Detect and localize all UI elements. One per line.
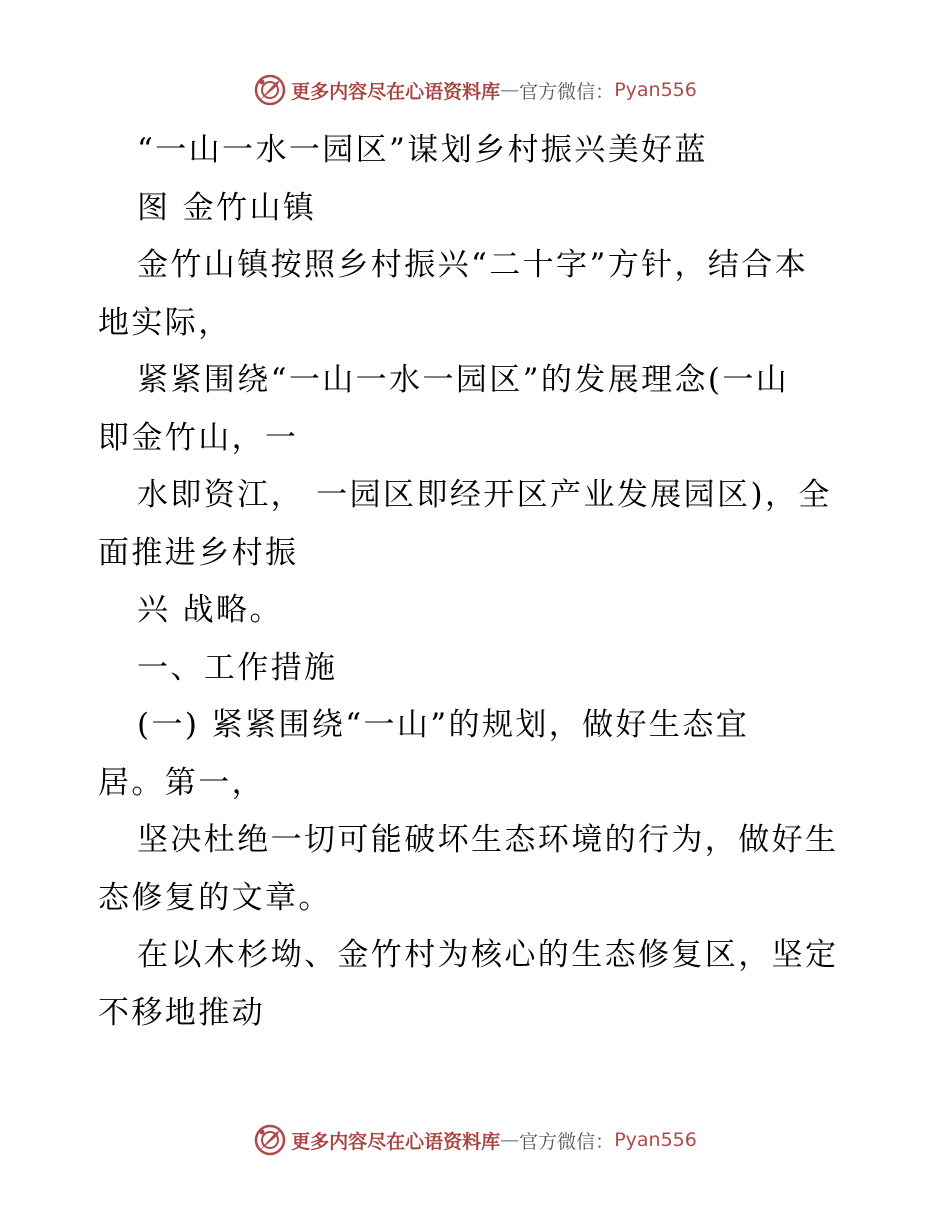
text-line: 态修复的文章。 — [98, 879, 332, 916]
watermark-label: 官方微信： — [519, 1130, 615, 1153]
text-line: 即金竹山，一 — [98, 419, 299, 456]
title-line-1: “一山一水一园区”谋划乡村振兴美好蓝 — [137, 132, 708, 168]
text-line: 兴 战略。 — [137, 592, 283, 628]
text-line: 金竹山镇按照乡村振兴“二十字”方针，结合本 — [137, 247, 809, 283]
text-line: 紧紧围绕“一山一水一园区”的发展理念(一山 — [137, 362, 790, 398]
section-heading: 一、工作措施 — [137, 649, 338, 686]
watermark-id: Pyan556 — [614, 1129, 697, 1151]
title-line-2: 图 金竹山镇 — [137, 189, 317, 226]
header-watermark — [0, 70, 950, 110]
watermark-name: 更多内容尽在心语资料库 — [291, 80, 501, 103]
seal-logo-icon — [253, 1123, 287, 1157]
seal-logo-icon — [253, 73, 287, 107]
text-line: 在以木杉坳、金竹村为核心的生态修复区，坚定 — [137, 937, 839, 973]
watermark-label: 官方微信： — [519, 80, 615, 103]
document-body — [98, 122, 858, 1042]
watermark-name: 更多内容尽在心语资料库 — [291, 1130, 501, 1153]
text-line: 居。第一， — [98, 764, 265, 801]
text-line: 面推进乡村振 — [98, 534, 299, 571]
text-line: 坚决杜绝一切可能破坏生态环境的行为，做好生 — [137, 822, 839, 858]
watermark-separator: — — [500, 79, 520, 101]
watermark-id: Pyan556 — [614, 79, 697, 101]
watermark-separator: — — [500, 1129, 520, 1151]
text-line: 不移地推动 — [98, 994, 265, 1031]
subsection-heading: (一) 紧紧围绕“一山”的规划，做好生态宜 — [137, 707, 750, 743]
text-line: 地实际， — [98, 304, 232, 341]
text-line: 水即资江， 一园区即经开区产业发展园区)，全 — [137, 477, 832, 513]
footer-watermark — [0, 1120, 950, 1160]
